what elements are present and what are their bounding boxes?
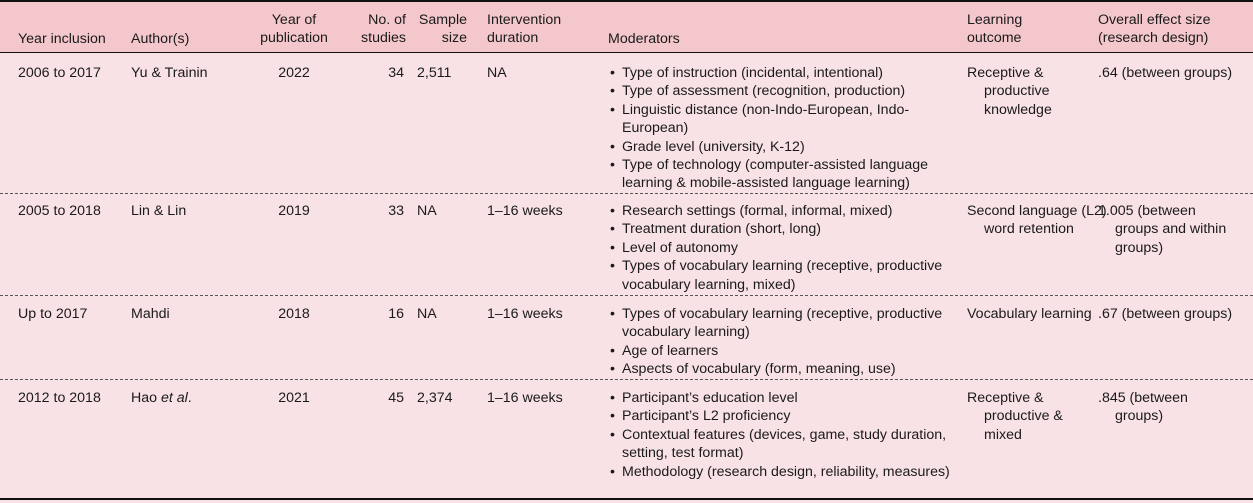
author-dot: . [187, 390, 192, 406]
author-et-al: et al [160, 390, 188, 406]
author-name: Hao [131, 390, 161, 406]
cell-effect-size: 1.005 (between groups and within groups) [1098, 203, 1227, 256]
moderator-item: • Participant’s education level [608, 389, 958, 407]
cell-sample-size: 2,374 [417, 390, 453, 406]
table-bottom-rule [0, 498, 1253, 500]
header-effect-line2: (research design) [1098, 30, 1209, 47]
cell-moderators [608, 389, 958, 481]
cell-effect-size: .845 (between groups) [1098, 390, 1188, 425]
cell-year-inclusion: 2006 to 2017 [18, 65, 101, 81]
cell-learning-outcome: Second language (L2) word retention [967, 203, 1107, 238]
moderator-item: • Level of autonomy [608, 239, 958, 257]
moderator-item: • Types of vocabulary learning (receptive, productive vocabulary learning) [608, 305, 958, 342]
header-year-publication-line2: publication [260, 30, 328, 47]
header-overall-effect-size [1098, 11, 1211, 48]
cell-moderators [608, 64, 958, 193]
moderator-item: • Methodology (research design, reliability, measures) [608, 463, 958, 481]
cell-duration: 1–16 weeks [487, 390, 563, 406]
moderator-item: • Participant’s L2 proficiency [608, 407, 958, 425]
header-sample-size-line1: Sample [418, 12, 467, 28]
moderator-item: • Grade level (university, K-12) [608, 138, 958, 156]
cell-author [131, 389, 251, 407]
cell-num-studies: 34 [388, 65, 404, 81]
cell-effect-size: .64 (between groups) [1098, 65, 1233, 81]
table-header [0, 0, 1253, 53]
cell-year-publication: 2021 [278, 390, 310, 406]
header-learning-outcome [967, 11, 1022, 48]
cell-author: Yu & Trainin [131, 65, 208, 81]
header-duration-line1: Intervention [487, 12, 562, 28]
cell-sample-size: NA [417, 203, 437, 219]
header-authors: Author(s) [131, 31, 190, 47]
cell-year-publication: 2019 [278, 203, 310, 219]
moderator-item: • Types of vocabulary learning (receptive, productive vocabulary learning, mixed) [608, 257, 958, 294]
cell-year-inclusion: 2012 to 2018 [18, 390, 101, 406]
moderator-item: • Type of assessment (recognition, production) [608, 82, 958, 100]
cell-year-inclusion: Up to 2017 [18, 306, 88, 322]
cell-effect-size: .67 (between groups) [1098, 306, 1233, 322]
moderator-item: • Treatment duration (short, long) [608, 220, 958, 238]
cell-duration: 1–16 weeks [487, 203, 563, 219]
cell-year-publication: 2018 [278, 306, 310, 322]
header-intervention-duration [487, 11, 561, 48]
moderator-item: • Type of technology (computer-assisted language learning & mobile-assisted language learning) [608, 156, 958, 193]
cell-sample-size: 2,511 [417, 65, 452, 81]
cell-num-studies: 16 [388, 306, 404, 322]
cell-year-publication: 2022 [278, 65, 310, 81]
moderator-item: • Linguistic distance (non-Indo-European, Indo-European) [608, 101, 958, 138]
cell-learning-outcome: Receptive & productive knowledge [967, 65, 1052, 118]
row-divider [0, 295, 1253, 296]
header-sample-size-line2: size [441, 30, 467, 47]
cell-duration: 1–16 weeks [487, 306, 563, 322]
header-sample-size [417, 11, 467, 48]
header-outcome-line1: Learning [967, 12, 1023, 28]
cell-moderators [608, 202, 958, 294]
header-effect-line1: Overall effect size [1098, 12, 1211, 28]
cell-sample-size: NA [417, 306, 437, 322]
cell-num-studies: 33 [388, 203, 404, 219]
moderator-item: • Type of instruction (incidental, intentional) [608, 64, 958, 82]
header-moderators: Moderators [608, 31, 680, 47]
cell-duration: NA [487, 65, 507, 81]
moderator-item: • Age of learners [608, 342, 958, 360]
row-divider [0, 379, 1253, 380]
header-year-inclusion: Year inclusion [18, 31, 106, 47]
cell-learning-outcome: Vocabulary learning [967, 306, 1092, 322]
cell-num-studies: 45 [388, 390, 404, 406]
moderator-item: • Aspects of vocabulary (form, meaning, use) [608, 360, 958, 378]
cell-author: Lin & Lin [131, 203, 187, 219]
cell-learning-outcome: Receptive & productive & mixed [967, 390, 1063, 443]
header-duration-line2: duration [487, 30, 539, 47]
header-year-publication [252, 11, 336, 48]
cell-moderators [608, 305, 958, 379]
header-year-publication-line1: Year of [271, 12, 317, 28]
header-outcome-line2: outcome [967, 30, 1022, 47]
cell-author: Mahdi [131, 306, 170, 322]
header-num-studies [356, 11, 406, 48]
moderator-item: • Research settings (formal, informal, mixed) [608, 202, 958, 220]
row-divider [0, 193, 1253, 194]
header-num-studies-line2: studies [361, 30, 406, 47]
cell-year-inclusion: 2005 to 2018 [18, 203, 101, 219]
moderator-item: • Contextual features (devices, game, study duration, setting, test format) [608, 426, 958, 463]
header-num-studies-line1: No. of [368, 12, 406, 28]
